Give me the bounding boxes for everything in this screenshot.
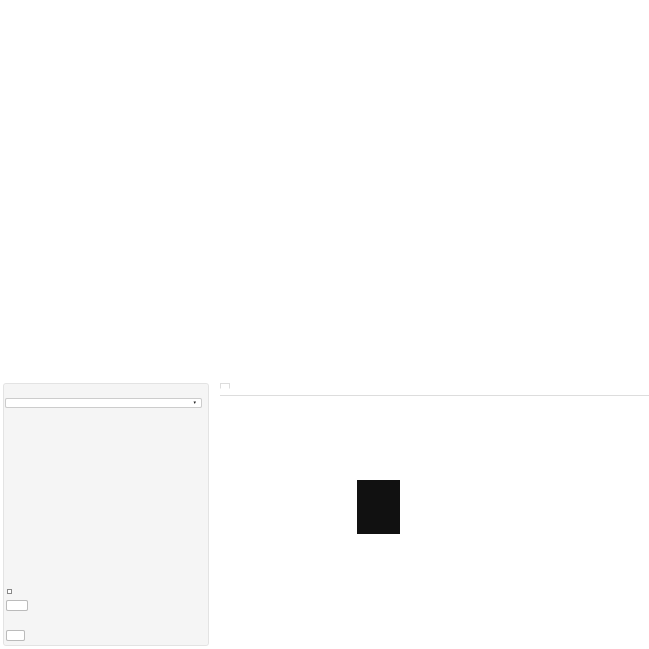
chevron-down-icon: ▾: [193, 400, 196, 406]
prediction-tooltip: [357, 480, 400, 534]
